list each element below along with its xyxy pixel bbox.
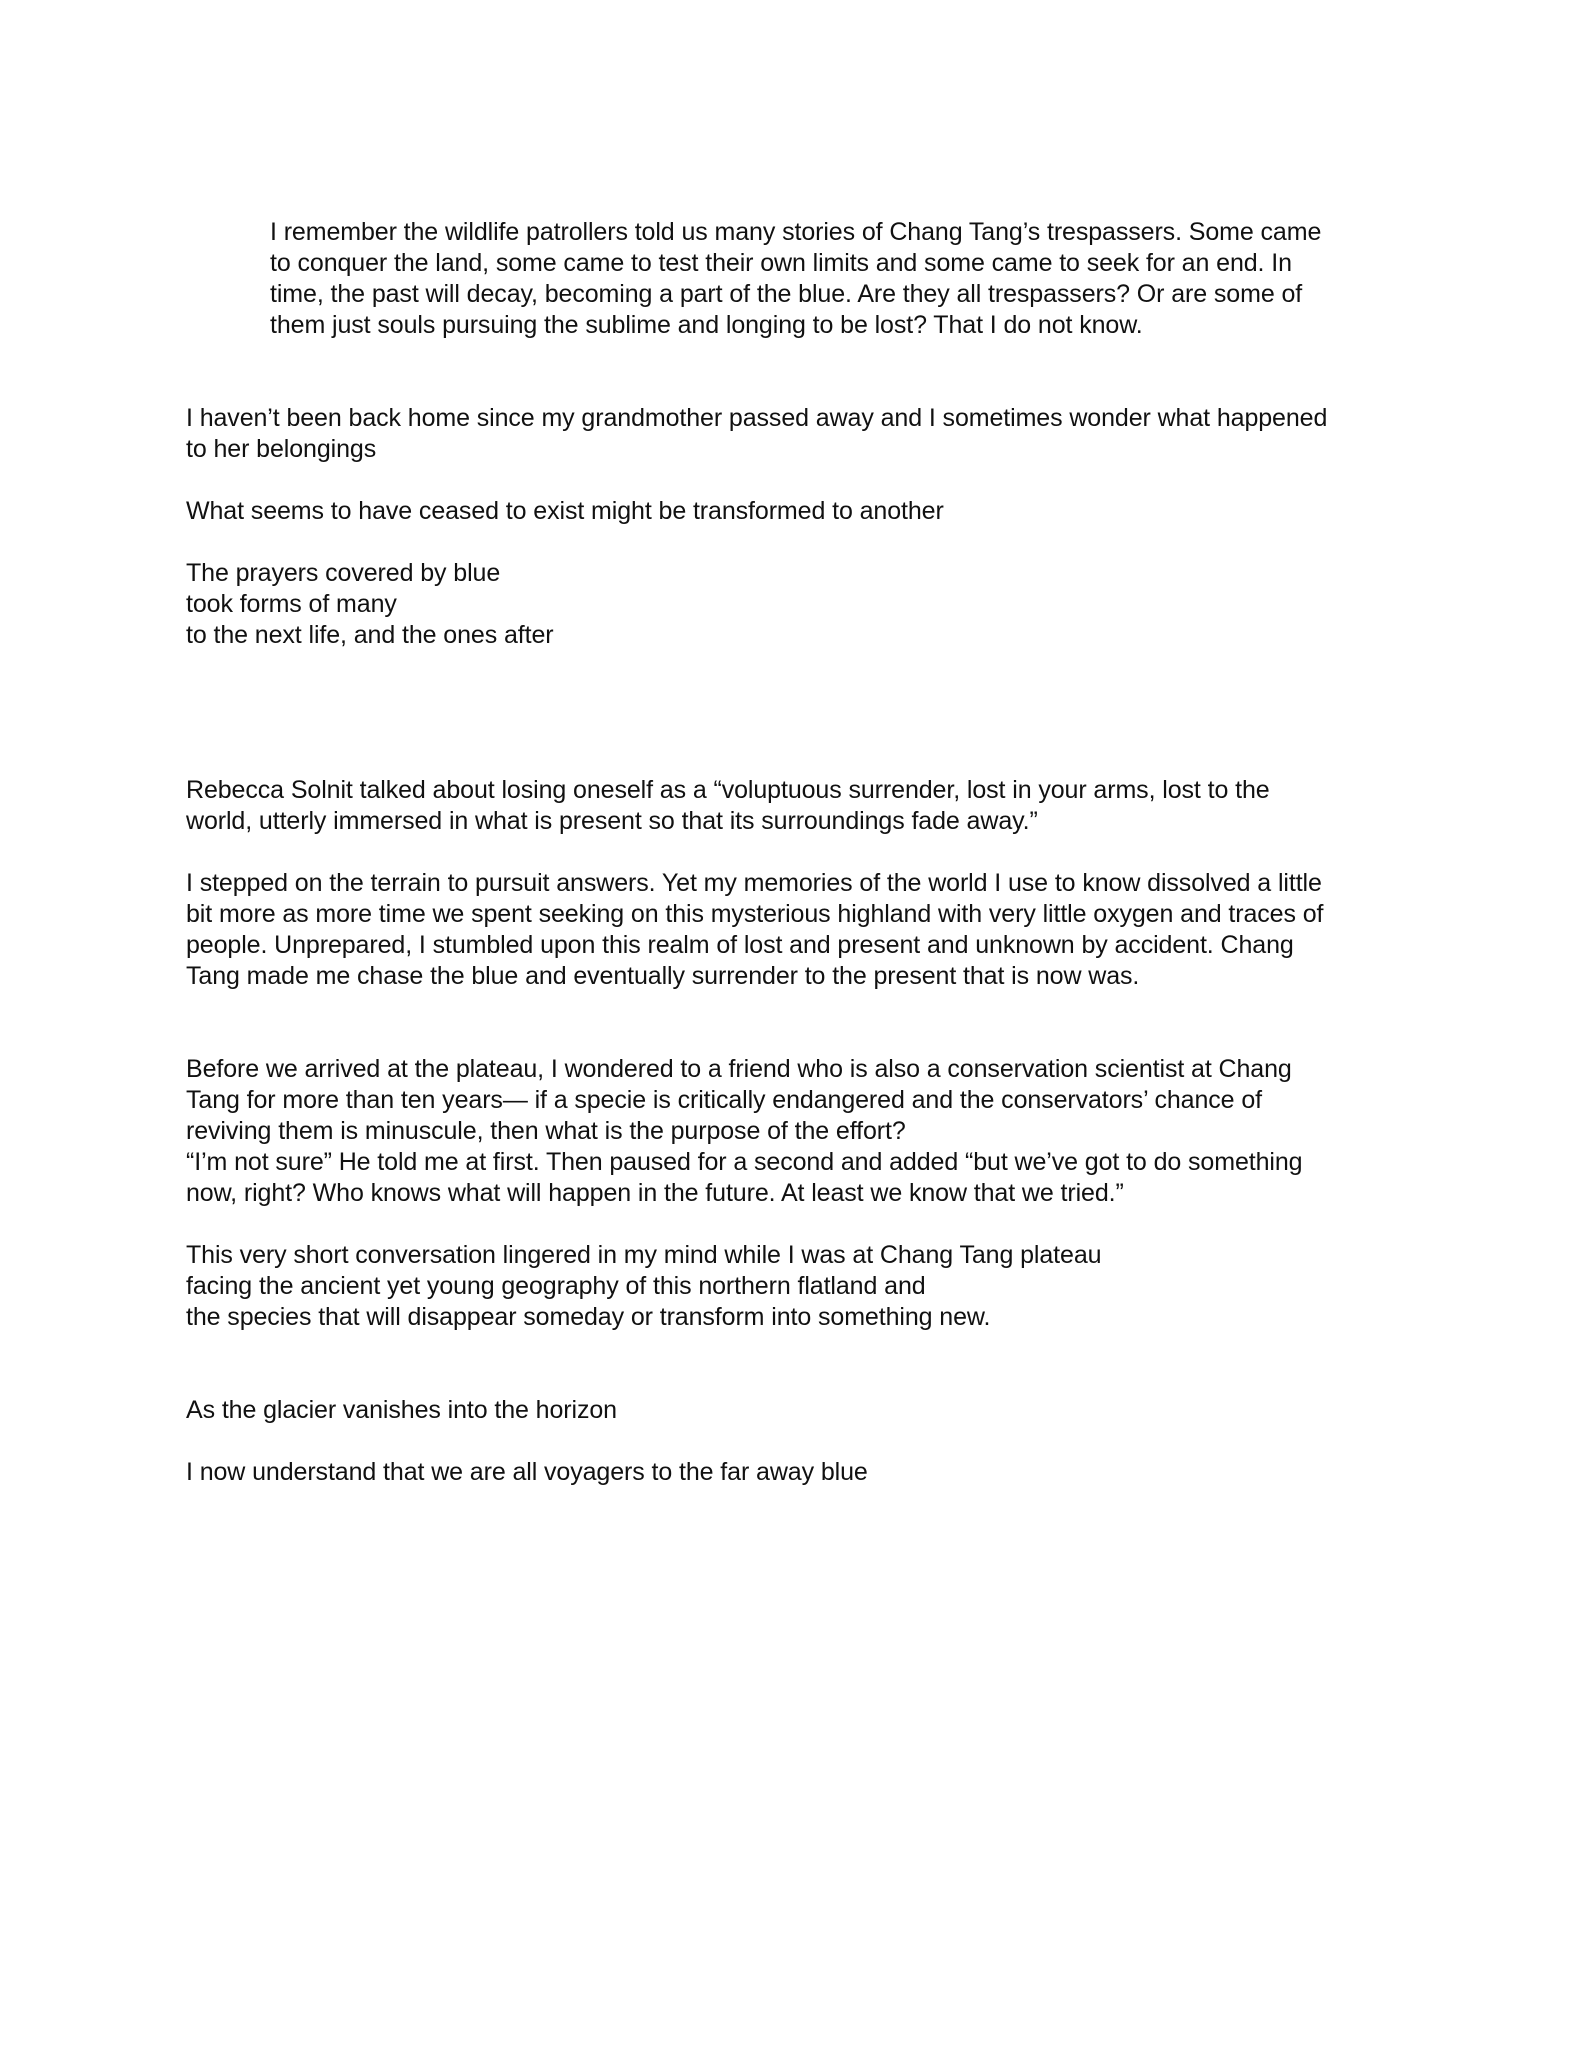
text-line: world, utterly immersed in what is present so that its surroundings fade away.”: [186, 807, 1038, 835]
text-line: to her belongings: [186, 435, 377, 463]
text-line: I haven’t been back home since my grandmother passed away and I sometimes wonder what happened: [186, 404, 1328, 432]
text-line: “I’m not sure” He told me at first. Then paused for a second and added “but we’ve got to do something: [186, 1148, 1303, 1176]
text-line: This very short conversation lingered in my mind while I was at Chang Tang plateau: [186, 1241, 1102, 1269]
text-line: to the next life, and the ones after: [186, 621, 554, 649]
text-line: I remember the wildlife patrollers told us many stories of Chang Tang’s trespassers. Some came: [270, 218, 1322, 246]
text-line: bit more as more time we spent seeking on this mysterious highland with very little oxygen and traces of: [186, 900, 1324, 928]
text-line: Tang made me chase the blue and eventually surrender to the present that is now was.: [186, 962, 1140, 990]
text-line: time, the past will decay, becoming a part of the blue. Are they all trespassers? Or are some of: [270, 280, 1303, 308]
text-line: now, right? Who knows what will happen in the future. At least we know that we tried.”: [186, 1179, 1124, 1207]
text-line: them just souls pursuing the sublime and longing to be lost? That I do not know.: [270, 311, 1143, 339]
text-line: reviving them is minuscule, then what is the purpose of the effort?: [186, 1117, 906, 1145]
text-line: people. Unprepared, I stumbled upon this realm of lost and present and unknown by accident. Chang: [186, 931, 1294, 959]
text-line: took forms of many: [186, 590, 397, 618]
text-line: Before we arrived at the plateau, I wondered to a friend who is also a conservation scientist at Chang: [186, 1055, 1292, 1083]
text-line: the species that will disappear someday or transform into something new.: [186, 1303, 991, 1331]
text-line: As the glacier vanishes into the horizon: [186, 1396, 617, 1424]
text-line: facing the ancient yet young geography of this northern flatland and: [186, 1272, 926, 1300]
text-line: Tang for more than ten years— if a specie is critically endangered and the conservators’ chance of: [186, 1086, 1262, 1114]
text-line: The prayers covered by blue: [186, 559, 501, 587]
text-line: I now understand that we are all voyagers to the far away blue: [186, 1458, 868, 1486]
text-line: I stepped on the terrain to pursuit answers. Yet my memories of the world I use to know dissolved a little: [186, 869, 1322, 897]
text-line: Rebecca Solnit talked about losing oneself as a “voluptuous surrender, lost in your arms, lost to the: [186, 776, 1270, 804]
text-line: What seems to have ceased to exist might be transformed to another: [186, 497, 944, 525]
text-line: to conquer the land, some came to test their own limits and some came to seek for an end. In: [270, 249, 1292, 277]
